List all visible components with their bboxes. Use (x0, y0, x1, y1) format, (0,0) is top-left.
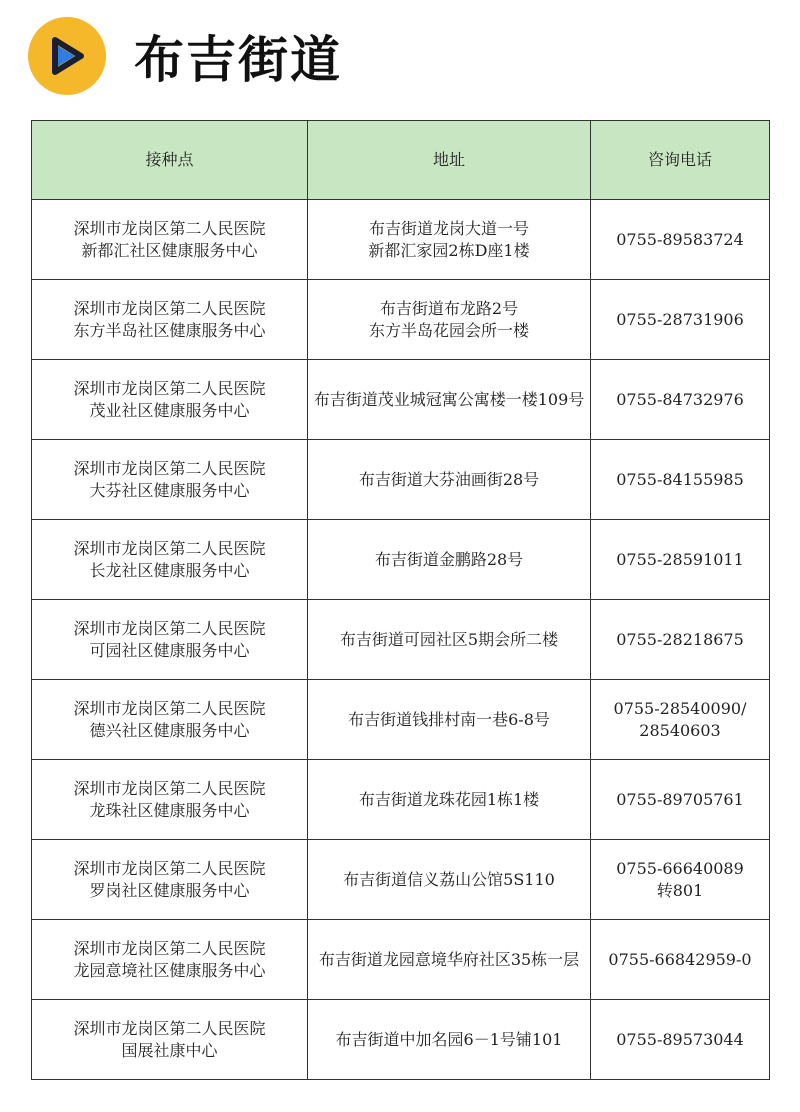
table-header-row (32, 121, 770, 200)
play-icon (45, 34, 89, 78)
table-row (32, 200, 770, 280)
address-cell-line: 布吉街道信义荔山公馆5S110 (343, 869, 555, 889)
table-row (32, 1000, 770, 1080)
address-cell-line: 布吉街道龙岗大道一号 (368, 218, 529, 238)
site-cell (32, 840, 308, 920)
vaccination-sites-table (31, 120, 770, 1080)
address-cell (308, 1000, 591, 1080)
page-title: 布吉街道 (134, 31, 342, 89)
phone-cell-line: 0755-28731906 (616, 309, 744, 329)
phone-cell-line: 转801 (656, 880, 704, 900)
site-cell (32, 440, 308, 520)
address-cell-line: 布吉街道钱排村南一巷6-8号 (348, 709, 550, 729)
column-header-phone: 咨询电话 (591, 121, 770, 200)
address-cell (308, 520, 591, 600)
address-cell (308, 280, 591, 360)
site-cell (32, 520, 308, 600)
phone-cell-line: 0755-28591011 (616, 549, 744, 569)
site-cell-line: 深圳市龙岗区第二人民医院 (73, 538, 266, 558)
site-cell-line: 可园社区健康服务中心 (89, 640, 250, 660)
site-cell-line: 深圳市龙岗区第二人民医院 (73, 858, 266, 878)
table-row (32, 360, 770, 440)
address-cell-line: 布吉街道金鹏路28号 (374, 549, 524, 569)
phone-cell (591, 520, 770, 600)
site-cell-line: 大芬社区健康服务中心 (89, 480, 250, 500)
page-header (28, 14, 342, 98)
site-cell (32, 360, 308, 440)
address-cell-line: 新都汇家园2栋D座1楼 (368, 240, 530, 260)
address-cell-line: 布吉街道中加名园6－1号铺101 (335, 1029, 563, 1049)
address-cell-line: 布吉街道布龙路2号 (379, 298, 519, 318)
table-row (32, 520, 770, 600)
site-cell (32, 200, 308, 280)
address-cell-line: 布吉街道茂业城冠寓公寓楼一楼109号 (313, 389, 585, 409)
address-cell (308, 920, 591, 1000)
site-cell-line: 深圳市龙岗区第二人民医院 (73, 618, 266, 638)
phone-cell-line: 0755-28218675 (616, 629, 744, 649)
site-cell-line: 深圳市龙岗区第二人民医院 (73, 218, 266, 238)
phone-cell-line: 28540603 (639, 720, 721, 740)
address-cell-line: 东方半岛花园会所一楼 (368, 320, 529, 340)
address-cell-line: 布吉街道大芬油画街28号 (358, 469, 540, 489)
phone-cell (591, 1000, 770, 1080)
table-row (32, 280, 770, 360)
phone-cell-line: 0755-66842959-0 (608, 949, 752, 969)
phone-cell (591, 280, 770, 360)
table-body (32, 200, 770, 1080)
site-cell-line: 新都汇社区健康服务中心 (81, 240, 258, 260)
phone-cell-line: 0755-28540090/ (613, 698, 747, 718)
site-cell-line: 龙园意境社区健康服务中心 (73, 960, 266, 980)
address-cell (308, 360, 591, 440)
site-cell-line: 国展社康中心 (121, 1040, 218, 1060)
site-cell-line: 茂业社区健康服务中心 (89, 400, 250, 420)
site-cell (32, 680, 308, 760)
address-cell (308, 680, 591, 760)
phone-cell-line: 0755-84732976 (616, 389, 744, 409)
site-cell-line: 德兴社区健康服务中心 (89, 720, 250, 740)
site-cell (32, 760, 308, 840)
phone-cell-line: 0755-84155985 (616, 469, 744, 489)
table-row (32, 440, 770, 520)
phone-cell (591, 920, 770, 1000)
address-cell (308, 840, 591, 920)
site-cell (32, 920, 308, 1000)
phone-cell (591, 200, 770, 280)
phone-cell (591, 680, 770, 760)
table-row (32, 840, 770, 920)
address-cell (308, 760, 591, 840)
site-cell-line: 深圳市龙岗区第二人民医院 (73, 698, 266, 718)
phone-cell (591, 760, 770, 840)
phone-cell-line: 0755-89583724 (616, 229, 744, 249)
site-cell-line: 深圳市龙岗区第二人民医院 (73, 1018, 266, 1038)
site-cell-line: 东方半岛社区健康服务中心 (73, 320, 266, 340)
column-header-site: 接种点 (32, 121, 308, 200)
address-cell-line: 布吉街道龙珠花园1栋1楼 (358, 789, 540, 809)
table-row (32, 760, 770, 840)
phone-cell (591, 600, 770, 680)
logo (28, 17, 106, 95)
phone-cell-line: 0755-89705761 (616, 789, 744, 809)
site-cell-line: 长龙社区健康服务中心 (89, 560, 250, 580)
address-cell (308, 600, 591, 680)
table-row (32, 600, 770, 680)
site-cell-line: 深圳市龙岗区第二人民医院 (73, 778, 266, 798)
site-cell-line: 罗岗社区健康服务中心 (89, 880, 250, 900)
site-cell-line: 龙珠社区健康服务中心 (89, 800, 250, 820)
site-cell-line: 深圳市龙岗区第二人民医院 (73, 378, 266, 398)
site-cell-line: 深圳市龙岗区第二人民医院 (73, 938, 266, 958)
site-cell-line: 深圳市龙岗区第二人民医院 (73, 298, 266, 318)
address-cell-line: 布吉街道可园社区5期会所二楼 (339, 629, 559, 649)
phone-cell-line: 0755-89573044 (616, 1029, 744, 1049)
address-cell-line: 布吉街道龙园意境华府社区35栋一层 (318, 949, 580, 969)
address-cell (308, 200, 591, 280)
phone-cell (591, 360, 770, 440)
phone-cell-line: 0755-66640089 (616, 858, 744, 878)
site-cell (32, 600, 308, 680)
site-cell (32, 1000, 308, 1080)
phone-cell (591, 440, 770, 520)
table-row (32, 920, 770, 1000)
site-cell-line: 深圳市龙岗区第二人民医院 (73, 458, 266, 478)
site-cell (32, 280, 308, 360)
phone-cell (591, 840, 770, 920)
table-row (32, 680, 770, 760)
column-header-address: 地址 (308, 121, 591, 200)
address-cell (308, 440, 591, 520)
